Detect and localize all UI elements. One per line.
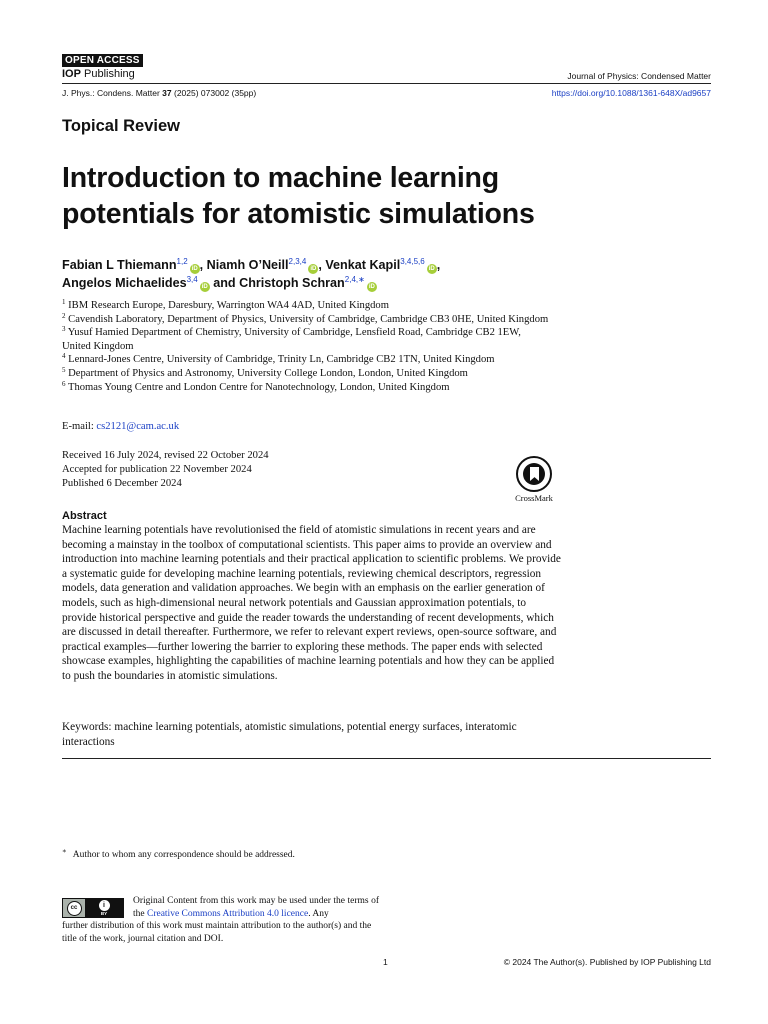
journal-name: Journal of Physics: Condensed Matter bbox=[567, 71, 711, 81]
doi-link[interactable]: https://doi.org/10.1088/1361-648X/ad9657 bbox=[551, 88, 711, 98]
by-section bbox=[85, 899, 123, 917]
affiliation-text: Thomas Young Centre and London Centre for Nanotechnology, London, United Kingdom bbox=[67, 381, 450, 393]
cc-by-license-badge[interactable] bbox=[62, 898, 124, 918]
affiliation-item bbox=[62, 367, 552, 381]
author-affiliation-refs[interactable]: 2,4,∗ bbox=[344, 275, 365, 284]
affiliation-number: 2 bbox=[62, 311, 66, 320]
keywords-text: machine learning potentials, atomistic simulations, potential energy surfaces, interatomic interactions bbox=[62, 721, 517, 748]
by-label: BY bbox=[100, 911, 108, 916]
citation-suffix: (2025) 073002 (35pp) bbox=[171, 88, 257, 98]
author-affiliation-refs[interactable]: 3,4,5,6 bbox=[400, 257, 425, 266]
crossmark-label: CrossMark bbox=[515, 493, 553, 503]
affiliation-number: 5 bbox=[62, 365, 66, 374]
title-line-1: Introduction to machine learning bbox=[62, 162, 499, 194]
author-name: Venkat Kapil bbox=[325, 258, 401, 272]
affiliation-text: Yusuf Hamied Department of Chemistry, University of Cambridge, Lensfield Road, Cambridge CB2 1EW, United Kingdom bbox=[62, 327, 521, 352]
footnote-mark: ∗ bbox=[62, 847, 67, 855]
keywords-label: Keywords: bbox=[62, 721, 115, 733]
license-text-intro bbox=[133, 895, 379, 920]
publisher-logo bbox=[62, 68, 135, 80]
copyright-notice: © 2024 The Author(s). Published by IOP Publishing Ltd bbox=[503, 957, 711, 967]
affiliation-list bbox=[62, 299, 552, 394]
author-name: Niamh O’Neill bbox=[206, 258, 289, 272]
affiliation-item bbox=[62, 381, 552, 395]
section-label: Topical Review bbox=[62, 117, 180, 135]
affiliation-item bbox=[62, 326, 552, 353]
author-affiliation-refs[interactable]: 3,4 bbox=[186, 275, 198, 284]
publisher-logo-bold: IOP bbox=[62, 68, 81, 80]
publication-dates bbox=[62, 449, 269, 491]
orcid-icon[interactable]: iD bbox=[310, 266, 317, 272]
received-date: Received 16 July 2024, revised 22 October 2024 bbox=[62, 450, 269, 461]
author-list bbox=[62, 256, 622, 292]
footnote-text: Author to whom any correspondence should be addressed. bbox=[72, 850, 295, 860]
citation-prefix: J. Phys.: Condens. Matter bbox=[62, 88, 163, 98]
citation bbox=[62, 88, 256, 98]
abstract-heading: Abstract bbox=[62, 510, 107, 522]
author-name: Angelos Michaelides bbox=[62, 276, 187, 290]
author-name: Fabian L Thiemann bbox=[62, 258, 177, 272]
accepted-date: Accepted for publication 22 November 2024 bbox=[62, 464, 252, 475]
header-rule bbox=[62, 83, 711, 84]
affiliation-item bbox=[62, 313, 552, 327]
author-affiliation-refs[interactable]: 1,2 bbox=[176, 257, 188, 266]
cc-section bbox=[63, 900, 85, 917]
abstract-rule bbox=[62, 758, 711, 759]
affiliation-number: 6 bbox=[62, 379, 66, 388]
author-name: Christoph Schran bbox=[239, 276, 345, 290]
affiliation-number: 4 bbox=[62, 352, 66, 361]
orcid-icon[interactable]: iD bbox=[191, 266, 198, 272]
crossmark-button[interactable] bbox=[509, 456, 559, 503]
affiliation-text: Cavendish Laboratory, Department of Physics, University of Cambridge, Cambridge CB3 0HE, United Kingdom bbox=[68, 313, 549, 325]
orcid-icon[interactable]: iD bbox=[428, 266, 435, 272]
published-date: Published 6 December 2024 bbox=[62, 478, 182, 489]
creative-commons-link[interactable]: Creative Commons Attribution 4.0 licence bbox=[146, 908, 309, 919]
affiliation-text: Lennard-Jones Centre, University of Cambridge, Trinity Ln, Cambridge CB2 1TN, United Kingdom bbox=[68, 354, 495, 366]
crossmark-icon bbox=[516, 456, 552, 492]
email-link[interactable]: cs2121@cam.ac.uk bbox=[96, 421, 180, 432]
affiliation-item bbox=[62, 353, 552, 367]
correspondence-footnote bbox=[62, 847, 295, 860]
affiliation-number: 1 bbox=[62, 298, 66, 306]
author-separator: , bbox=[199, 258, 207, 272]
title-line-2: potentials for atomistic simulations bbox=[62, 198, 535, 230]
author-affiliation-refs[interactable]: 2,3,4 bbox=[288, 257, 307, 266]
corresponding-email bbox=[62, 421, 179, 432]
license-text-rest: further distribution of this work must maintain attribution to the author(s) and the title of the work, journal citation and DOI. bbox=[62, 921, 372, 944]
email-label: E-mail: bbox=[62, 421, 97, 432]
creative-commons-icon: cc bbox=[67, 901, 82, 916]
page-number: 1 bbox=[383, 957, 388, 967]
author-separator: , bbox=[318, 258, 326, 272]
abstract-text: Machine learning potentials have revolutionised the field of atomistic simulations in recent years and are becoming a mainstay in the toolbox of computational scientists. This paper aims to provide an overview and introduction into machine learning potentials and their practical application to scientific problems. We provide a systematic guide for developing machine learning potentials, reviewing chemical descriptors, regression models, data generation and validation approaches. We begin with an emphasis on the earlier generation of models, such as high-dimensional neural network potentials and Gaussian approximation potentials, to provide historical perspective and guide the reader towards the understanding of recent developments, which are discussed in detail thereafter. Furthermore, we refer to relevant expert reviews, open-source software, and practical examples—further lowering the barrier to exploring these methods. The paper ends with selected showcase examples, highlighting the capabilities of machine learning potentials and how they can be applied to push the boundaries in atomistic simulations. bbox=[62, 524, 561, 682]
citation-volume: 37 bbox=[162, 88, 172, 98]
open-access-badge: OPEN ACCESS bbox=[62, 54, 143, 67]
orcid-icon[interactable]: iD bbox=[201, 284, 208, 290]
affiliation-item bbox=[62, 299, 552, 313]
keywords bbox=[62, 720, 562, 749]
license-text-part1: Original Content from this work may be used under the terms of the bbox=[133, 896, 379, 919]
article-title bbox=[62, 160, 622, 232]
author-separator: , bbox=[436, 258, 441, 272]
orcid-icon[interactable]: iD bbox=[368, 284, 375, 290]
affiliation-text: Department of Physics and Astronomy, University College London, London, United Kingdom bbox=[68, 367, 468, 379]
publisher-logo-text: Publishing bbox=[84, 68, 135, 80]
license-text-part2: . Any bbox=[308, 908, 329, 919]
author-and: and bbox=[209, 276, 240, 290]
attribution-person-icon: i bbox=[99, 900, 110, 911]
affiliation-number: 3 bbox=[62, 325, 66, 334]
affiliation-text: IBM Research Europe, Daresbury, Warrington WA4 4AD, United Kingdom bbox=[68, 300, 389, 311]
